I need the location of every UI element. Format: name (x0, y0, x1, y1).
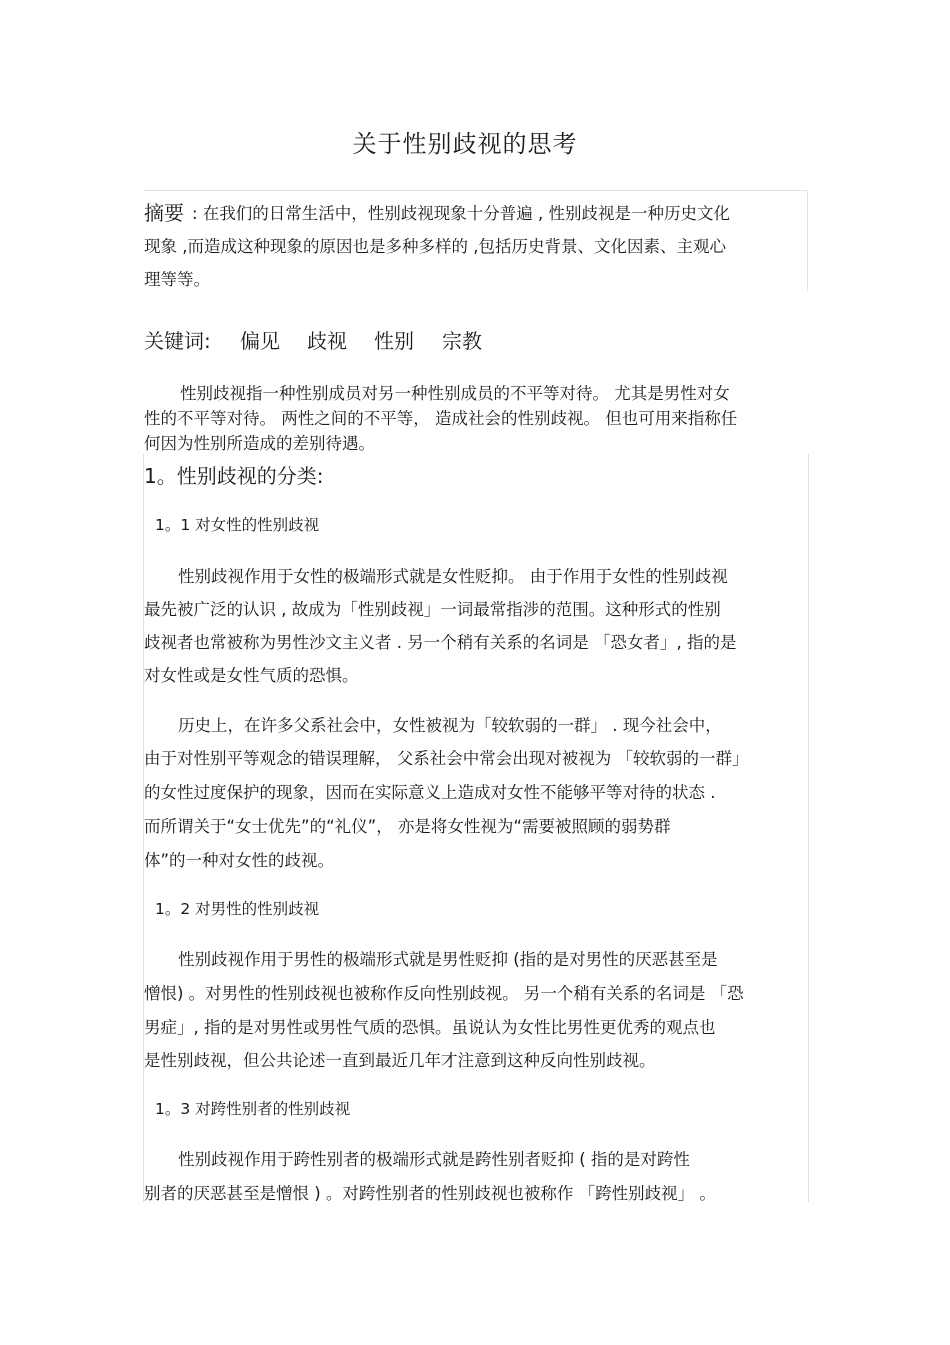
abstract-label: 摘要 (144, 201, 184, 225)
keyword-item: 宗教 (442, 329, 482, 353)
intro-line: 性的不平等对待。 两性之间的不平等， 造成社会的性别歧视。 但也可用来指称任 (144, 409, 738, 428)
paragraph-line: 性别歧视作用于跨性别者的极端形式就是跨性别者贬抑 ( 指的是对跨性 (178, 1150, 690, 1169)
paragraph-line: 而所谓关于“女士优先”的“礼仪”， 亦是将女性视为“需要被照顾的弱势群 (144, 817, 671, 836)
paragraph-line: 最先被广泛的认识 , 故成为「性别歧视」一词最常指涉的范围。这种形式的性别 (144, 600, 721, 619)
paragraph-line: 憎恨) 。对男性的性别歧视也被称作反向性别歧视。 另一个稍有关系的名词是 「恐 (144, 984, 744, 1003)
abstract-line: 理等等。 (144, 270, 210, 289)
keyword-item: 偏见 (240, 329, 280, 353)
paragraph-line: 历史上，在许多父系社会中，女性被视为「较软弱的一群」 . 现今社会中， (178, 716, 722, 735)
paragraph-line: 性别歧视作用于男性的极端形式就是男性贬抑 (指的是对男性的厌恶甚至是 (178, 950, 718, 969)
section-heading: 1。性别歧视的分类: (144, 464, 324, 488)
paragraph-line: 对女性或是女性气质的恐惧。 (144, 666, 359, 685)
abstract-line: 现象 ,而造成这种现象的原因也是多种多样的 ,包括历史背景、文化因素、主观心 (144, 237, 726, 256)
paragraph-line: 体”的一种对女性的歧视。 (144, 851, 335, 870)
intro-line: 性别歧视指一种性别成员对另一种性别成员的不平等对待。 尤其是男性对女 (180, 384, 730, 403)
paragraph-line: 性别歧视作用于女性的极端形式就是女性贬抑。 由于作用于女性的性别歧视 (178, 567, 728, 586)
keywords-label: 关键词: (144, 329, 211, 353)
keyword-item: 性别 (374, 329, 414, 353)
keyword-item: 歧视 (307, 329, 347, 353)
paragraph-line: 男症」, 指的是对男性或男性气质的恐惧。虽说认为女性比男性更优秀的观点也 (144, 1018, 716, 1037)
paragraph-line: 歧视者也常被称为男性沙文主义者 . 另一个稍有关系的名词是 「恐女者」, 指的是 (144, 633, 737, 652)
document-title: 关于性别歧视的思考 (352, 130, 578, 158)
paragraph-line: 由于对性别平等观念的错误理解， 父系社会中常会出现对被视为 「较软弱的一群」 (144, 749, 749, 768)
subsection-heading: 1。2 对男性的性别歧视 (155, 900, 320, 918)
abstract-line: : 在我们的日常生活中，性别歧视现象十分普遍 , 性别歧视是一种历史文化 (192, 204, 731, 223)
subsection-heading: 1。1 对女性的性别歧视 (155, 516, 320, 534)
intro-line: 何因为性别所造成的差别待遇。 (144, 434, 375, 453)
paragraph-line: 是性别歧视，但公共论述一直到最近几年才注意到这种反向性别歧视。 (144, 1051, 656, 1070)
paragraph-line: 别者的厌恶甚至是憎恨 ) 。对跨性别者的性别歧视也被称作 「跨性别歧视」 。 (144, 1184, 716, 1203)
subsection-heading: 1。3 对跨性别者的性别歧视 (155, 1100, 351, 1118)
paragraph-line: 的女性过度保护的现象，因而在实际意义上造成对女性不能够平等对待的状态 . (144, 783, 716, 802)
